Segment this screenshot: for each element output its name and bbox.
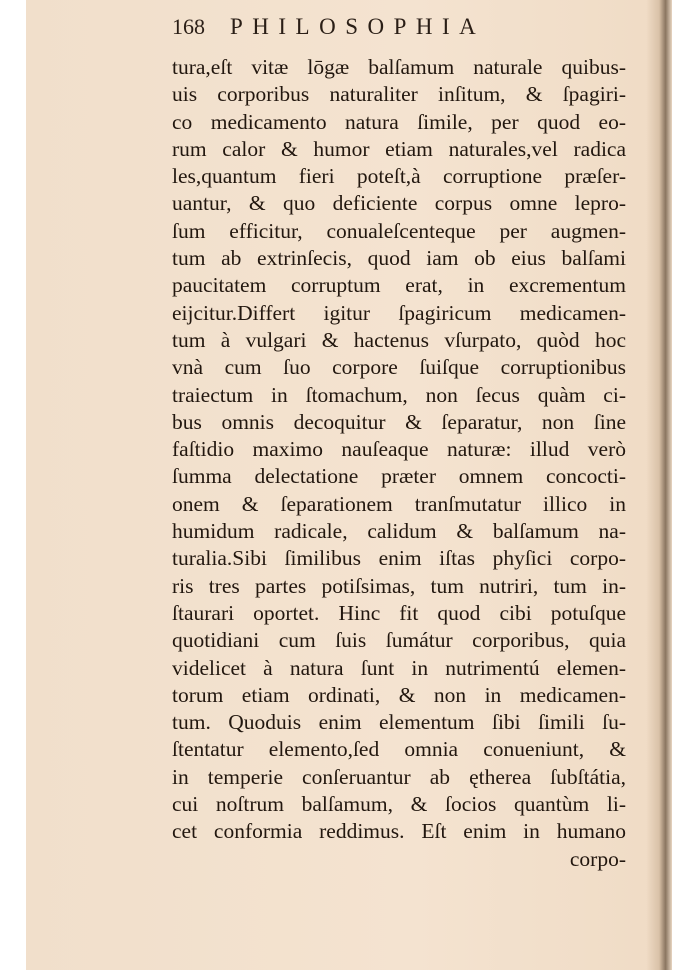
page-header xyxy=(172,14,572,46)
text-line: rum calor & humor etiam naturales,vel radica xyxy=(172,136,626,161)
text-line: paucitatem corruptum erat, in excrementum xyxy=(172,273,626,298)
text-line: onem & ſeparationem tranſmutatur illico in xyxy=(172,491,626,516)
text-line: humidum radicale, calidum & balſamum na- xyxy=(172,519,626,544)
text-line: ſtaurari oportet. Hinc fit quod cibi potuſque xyxy=(172,600,626,625)
text-line: turalia.Sibi ſimilibus enim iſtas phyſici corpo- xyxy=(172,546,626,571)
text-line: traiectum in ſtomachum, non ſecus quàm ci- xyxy=(172,382,626,407)
page-number: 168 xyxy=(172,14,205,39)
text-line: videlicet à natura ſunt in nutrimentú elemen- xyxy=(172,655,626,680)
text-line: vnà cum ſuo corpore ſuiſque corruptionibus xyxy=(172,355,626,380)
text-line: uantur, & quo deficiente corpus omne lepro- xyxy=(172,191,626,216)
text-line: cet conformia reddimus. Eſt enim in humano xyxy=(172,819,626,844)
text-line: cui noſtrum balſamum, & ſocios quantùm li- xyxy=(172,792,626,817)
text-line: tura,eſt vitæ lōgæ balſamum naturale quibus- xyxy=(172,55,626,79)
text-line: tum à vulgari & hactenus vſurpato, quòd hoc xyxy=(172,327,626,352)
text-line: co medicamento natura ſimile, per quod eo- xyxy=(172,109,626,134)
catchword: corpo- xyxy=(569,846,626,871)
book-page xyxy=(26,0,672,970)
text-line: uis corporibus naturaliter inſitum, & ſpagiri- xyxy=(172,82,626,107)
body-text xyxy=(172,54,626,873)
text-line: tum ab extrinſecis, quod iam ob eius balſami xyxy=(172,246,626,271)
text-line: in temperie conſeruantur ab ętherea ſubſtátia, xyxy=(172,764,626,789)
text-line: ſtentatur elemento,ſed omnia conueniunt, & xyxy=(172,737,626,762)
text-line: bus omnis decoquitur & ſeparatur, non ſine xyxy=(172,409,626,434)
running-title: PHILOSOPHIA xyxy=(230,14,486,39)
text-line: les,quantum fieri poteſt,à corruptione præſer- xyxy=(172,164,626,189)
text-line: eijcitur.Differt igitur ſpagiricum medicamen- xyxy=(172,300,626,325)
text-line: torum etiam ordinati, & non in medicamen- xyxy=(172,682,626,707)
text-line: tum. Quoduis enim elementum ſibi ſimili ſu- xyxy=(172,710,626,735)
text-line: faſtidio maximo nauſeaque naturæ: illud verò xyxy=(172,437,626,462)
text-line: ris tres partes potiſsimas, tum nutriri, tum in- xyxy=(172,573,626,598)
text-line: ſum efficitur, conualeſcenteque per augmen- xyxy=(172,218,626,243)
text-line: quotidiani cum ſuis ſumátur corporibus, quia xyxy=(172,628,626,653)
text-line: ſumma delectatione præter omnem concocti- xyxy=(172,464,626,489)
